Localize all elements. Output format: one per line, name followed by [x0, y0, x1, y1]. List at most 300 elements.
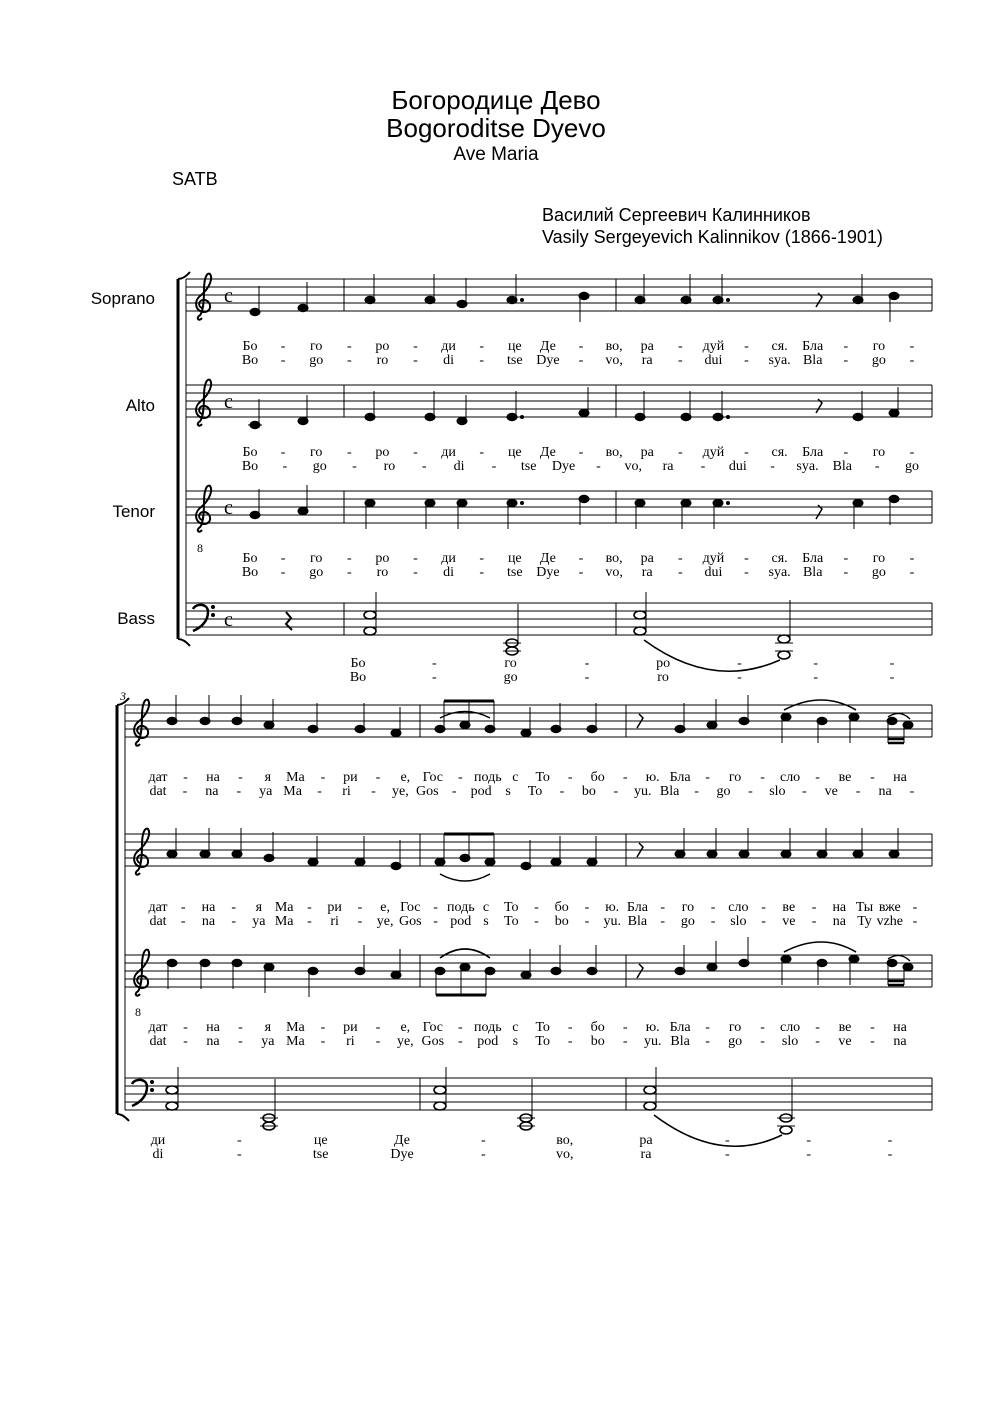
lyric-syllable: Бо	[242, 445, 258, 460]
lyric-syllable: Ма	[274, 900, 294, 915]
lyric-syllable: -	[724, 1133, 730, 1148]
lyric-syllable: -	[480, 1133, 486, 1148]
lyric-syllable: -	[280, 339, 286, 354]
lyric-syllable: Ма	[286, 770, 305, 785]
lyric-syllable: -	[694, 784, 699, 799]
lyric-syllable: -	[744, 445, 749, 460]
lyric-syllable: ри	[343, 770, 358, 785]
lyric-syllable: -	[705, 1034, 710, 1049]
lyric-syllable: ри	[327, 900, 342, 915]
lyric-syllable: Де	[394, 1133, 410, 1148]
lyric-syllable: ve	[838, 1034, 852, 1049]
lyric-syllable: -	[431, 670, 437, 685]
lyric-syllable: я	[264, 1020, 272, 1035]
voice-label-bass: Bass	[117, 609, 155, 628]
lyric-syllable: дуй	[702, 445, 725, 460]
lyric-syllable: -	[724, 1147, 730, 1162]
svg-text:c: c	[224, 285, 233, 307]
lyric-syllable: bo	[581, 784, 596, 799]
lyric-syllable: сло	[779, 770, 801, 785]
system-bracket	[178, 272, 190, 646]
lyric-syllable: -	[887, 1133, 893, 1148]
lyric-syllable: -	[622, 770, 628, 785]
lyric-syllable: go	[728, 1034, 743, 1049]
lyric-syllable: bo	[590, 1034, 605, 1049]
lyric-syllable: -	[811, 914, 817, 929]
lyric-syllable: на	[201, 900, 216, 915]
scoring-label: SATB	[172, 169, 218, 189]
lyric-syllable: бо	[590, 1020, 605, 1035]
lyric-syllable: -	[710, 900, 716, 915]
lyric-syllable: di	[453, 459, 465, 474]
lyric-syllable: -	[855, 784, 861, 799]
lyric-syllable: -	[806, 1147, 812, 1162]
voice-label-tenor: Tenor	[112, 502, 155, 521]
lyric-syllable: na	[832, 914, 846, 929]
lyric-syllable: -	[578, 445, 584, 460]
lyric-syllable: ye,	[376, 914, 394, 929]
lyric-syllable: ди	[441, 551, 456, 566]
lyric-syllable: ri	[346, 1034, 355, 1049]
lyric-syllable: -	[870, 770, 875, 785]
lyric-syllable: -	[183, 1034, 188, 1049]
lyric-syllable: -	[479, 565, 485, 580]
lyric-syllable: -	[813, 656, 819, 671]
lyric-syllable: Де	[539, 339, 556, 354]
lyric-syllable: -	[559, 784, 565, 799]
lyric-syllable: ро	[375, 339, 390, 354]
lyric-syllable: sya.	[796, 459, 819, 474]
lyric-syllable: To	[535, 1034, 550, 1049]
lyric-syllable: s	[512, 1034, 519, 1049]
lyric-syllable: Bla	[802, 353, 823, 368]
lyric-syllable: -	[677, 339, 683, 354]
lyric-syllable: Dye	[536, 565, 560, 580]
score-notation	[117, 272, 932, 1146]
lyric-syllable: -	[761, 914, 766, 929]
lyric-syllable: ве	[838, 770, 852, 785]
lyric-syllable: vzhe	[876, 914, 904, 929]
lyric-syllable: -	[584, 914, 590, 929]
lyric-syllable: -	[660, 900, 666, 915]
lyric-syllable: -	[480, 1147, 486, 1162]
lyric-syllable: -	[843, 565, 849, 580]
lyric-syllable: ве	[838, 1020, 852, 1035]
lyric-syllable: я	[255, 900, 263, 915]
soprano-notes	[250, 274, 899, 322]
lyric-syllable: ся.	[771, 339, 788, 354]
lyric-syllable: -	[567, 1034, 573, 1049]
lyric-syllable: -	[909, 784, 915, 799]
lyric-syllable: -	[760, 1020, 765, 1035]
lyric-syllable: с	[512, 770, 519, 785]
lyric-syllable: To	[527, 784, 543, 799]
lyric-syllable: Bla	[832, 459, 853, 474]
lyric-syllable: -	[700, 459, 706, 474]
lyric-syllable: -	[806, 1133, 812, 1148]
lyric-syllable: ya	[259, 784, 273, 799]
lyric-syllable: dui	[704, 353, 723, 368]
lyric-syllable: Gos	[421, 1034, 445, 1049]
lyric-syllable: ри	[343, 1020, 358, 1035]
lyric-syllable: -	[457, 1020, 463, 1035]
lyric-syllable: s	[483, 914, 489, 929]
lyric-syllable: -	[578, 339, 584, 354]
lyric-syllable: -	[874, 459, 880, 474]
lyric-syllable: ю.	[645, 1020, 660, 1035]
lyric-syllable: го	[728, 1020, 742, 1035]
lyric-syllable: -	[770, 459, 775, 474]
lyric-syllable: -	[737, 656, 742, 671]
lyric-syllable: na	[206, 1034, 220, 1049]
lyric-syllable: го	[681, 900, 695, 915]
lyric-syllable: -	[371, 784, 376, 799]
measure-number: 3	[120, 689, 126, 703]
lyric-syllable: -	[375, 1034, 381, 1049]
lyric-syllable: -	[677, 565, 683, 580]
voice-label-alto: Alto	[125, 396, 155, 415]
lyric-syllable: go	[716, 784, 731, 799]
bass-clef-dots	[212, 606, 215, 609]
lyric-syllable: go	[312, 459, 327, 474]
lyric-syllable: ве	[782, 900, 796, 915]
lyric-syllable: -	[584, 670, 590, 685]
lyric-syllable: -	[870, 1020, 875, 1035]
lyric-syllable: -	[479, 445, 485, 460]
lyric-syllable: -	[887, 1147, 893, 1162]
lyric-syllable: -	[183, 770, 188, 785]
title-transliterated: Bogoroditse Dyevo	[386, 113, 606, 143]
lyric-syllable: tse	[507, 353, 523, 368]
lyric-syllable: -	[744, 339, 749, 354]
lyric-syllable: -	[231, 900, 237, 915]
lyric-syllable: -	[815, 1034, 820, 1049]
lyric-syllable: Ty	[857, 914, 872, 929]
lyric-syllable: Bla	[659, 784, 680, 799]
lyric-syllable: sya.	[768, 565, 791, 580]
lyric-syllable: vo,	[624, 459, 643, 474]
lyric-syllable: -	[280, 551, 286, 566]
lyric-syllable: tse	[312, 1147, 329, 1162]
lyric-syllable: -	[346, 353, 352, 368]
lyric-syllable: -	[760, 1034, 765, 1049]
lyric-syllable: -	[180, 900, 186, 915]
lyric-syllable: ye,	[392, 784, 409, 799]
lyric-syllable: Бо	[350, 656, 366, 671]
lyric-syllable: go	[871, 565, 886, 580]
lyric-syllable: ся.	[771, 445, 788, 460]
lyric-syllable: ri	[342, 784, 351, 799]
lyric-syllable: -	[912, 900, 918, 915]
lyric-syllable: подь	[473, 1020, 502, 1035]
lyric-syllable: Бо	[242, 551, 258, 566]
lyric-syllable: дат	[148, 1020, 168, 1035]
lyric-syllable: го	[872, 551, 886, 566]
lyric-syllable: ся.	[771, 551, 788, 566]
lyric-syllable: ro	[376, 565, 389, 580]
lyric-syllable: -	[431, 656, 437, 671]
lyric-syllable: ra	[641, 565, 653, 580]
lyric-syllable: на	[206, 770, 220, 785]
lyric-syllable: То	[504, 900, 519, 915]
svg-text:c: c	[224, 609, 233, 631]
lyric-syllable: -	[843, 551, 849, 566]
lyric-syllable: -	[357, 900, 363, 915]
eighth-rest-icon	[816, 293, 822, 519]
lyric-syllable: -	[744, 353, 749, 368]
lyric-syllable: Dye	[390, 1147, 414, 1162]
system-2	[117, 695, 932, 1146]
lyric-syllable: -	[236, 1133, 242, 1148]
lyric-syllable: vo,	[555, 1147, 574, 1162]
lyric-syllable: с	[482, 900, 490, 915]
lyric-syllable: бо	[554, 900, 569, 915]
lyric-syllable: -	[567, 770, 573, 785]
lyric-syllable: -	[622, 1034, 628, 1049]
lyric-syllable: Бла	[802, 445, 824, 460]
lyric-syllable: -	[346, 565, 352, 580]
lyric-syllable: -	[660, 914, 666, 929]
lyric-syllable: -	[889, 670, 895, 685]
lyric-syllable: -	[843, 353, 849, 368]
lyric-syllable: dat	[149, 784, 167, 799]
lyric-syllable: -	[567, 1020, 573, 1035]
lyric-syllable: во,	[556, 1133, 574, 1148]
composer-transliterated: Vasily Sergeyevich Kalinnikov (1866-1901)	[542, 227, 883, 247]
lyric-syllable: на	[893, 770, 907, 785]
lyric-syllable: Bla	[670, 1034, 690, 1049]
lyric-syllable: yu.	[633, 784, 652, 799]
lyric-syllable: Bo	[241, 353, 259, 368]
lyric-syllable: -	[760, 770, 765, 785]
lyric-syllable: -	[433, 900, 438, 915]
lyric-syllable: Бла	[626, 900, 648, 915]
lyric-syllable: ро	[656, 656, 671, 671]
lyric-syllable: ra	[662, 459, 674, 474]
lyric-syllable: -	[280, 565, 286, 580]
bass-clef-dot	[151, 1089, 154, 1092]
lyric-syllable: е,	[380, 900, 390, 915]
lyric-syllable: -	[912, 914, 918, 929]
lyric-syllable: -	[413, 353, 418, 368]
lyric-syllable: е,	[400, 770, 411, 785]
lyric-syllable: е,	[400, 1020, 411, 1035]
lyric-syllable: -	[479, 551, 485, 566]
lyric-syllable: -	[238, 1034, 243, 1049]
lyric-syllable: го	[872, 445, 886, 460]
lyric-syllable: na	[201, 914, 216, 929]
lyric-syllable: Бла	[802, 339, 824, 354]
lyrics	[148, 339, 919, 1162]
octave-marker: 8	[135, 1005, 141, 1019]
lyric-syllable: на	[893, 1020, 907, 1035]
lyric-syllable: -	[578, 353, 584, 368]
lyric-syllable: -	[433, 914, 438, 929]
lyric-syllable: Гос	[422, 1020, 444, 1035]
octave-marker: 8	[197, 541, 203, 555]
lyric-syllable: го	[309, 551, 323, 566]
lyric-syllable: go	[309, 353, 324, 368]
lyric-syllable: вже	[878, 900, 901, 915]
lyric-syllable: -	[307, 900, 312, 915]
lyric-syllable: Де	[539, 551, 556, 566]
lyric-syllable: na	[893, 1034, 907, 1049]
lyric-syllable: сло	[728, 900, 749, 915]
lyric-syllable: дуй	[702, 551, 725, 566]
lyric-syllable: -	[320, 770, 326, 785]
lyric-syllable: -	[375, 770, 381, 785]
lyric-syllable: ye,	[396, 1034, 414, 1049]
lyric-syllable: -	[421, 459, 427, 474]
lyric-syllable: -	[413, 565, 418, 580]
lyric-syllable: -	[813, 670, 819, 685]
lyric-syllable: -	[909, 339, 915, 354]
lyric-syllable: ди	[150, 1133, 166, 1148]
lyric-syllable: ro	[383, 459, 396, 474]
lyric-syllable: di	[443, 565, 455, 580]
lyric-syllable: -	[622, 1020, 628, 1035]
lyric-syllable: То	[535, 770, 550, 785]
lyric-syllable: -	[705, 1020, 710, 1035]
lyric-syllable: -	[280, 353, 286, 368]
lyric-syllable: бо	[590, 770, 605, 785]
lyric-syllable: сло	[779, 1020, 801, 1035]
lyric-syllable: slo	[730, 914, 747, 929]
lyric-syllable: на	[832, 900, 847, 915]
composer-russian: Василий Сергеевич Калинников	[542, 205, 811, 225]
lyric-syllable: -	[909, 353, 915, 368]
lyric-syllable: го	[872, 339, 886, 354]
lyric-syllable: це	[507, 339, 522, 354]
lyric-syllable: -	[451, 784, 457, 799]
eighth-rest-icon	[637, 714, 643, 978]
lyric-syllable: pod	[470, 784, 492, 799]
lyric-syllable: ro	[657, 670, 669, 685]
lyric-syllable: -	[584, 900, 590, 915]
lyric-syllable: pod	[477, 1034, 499, 1049]
lyric-syllable: -	[596, 459, 601, 474]
lyric-syllable: -	[843, 339, 849, 354]
lyric-syllable: -	[677, 445, 683, 460]
lyric-syllable: ro	[376, 353, 389, 368]
lyric-syllable: -	[236, 1147, 242, 1162]
lyric-syllable: -	[320, 1020, 326, 1035]
lyric-syllable: s	[505, 784, 511, 799]
lyric-syllable: подь	[446, 900, 475, 915]
lyric-syllable: дуй	[702, 339, 725, 354]
lyric-syllable: -	[737, 670, 742, 685]
lyric-syllable: ya	[261, 1034, 275, 1049]
lyric-syllable: ди	[441, 445, 456, 460]
lyric-syllable: То	[535, 1020, 550, 1035]
lyric-syllable: -	[457, 1034, 463, 1049]
lyric-syllable: -	[534, 900, 539, 915]
lyric-syllable: -	[238, 770, 243, 785]
lyric-syllable: -	[578, 565, 584, 580]
lyric-syllable: ya	[252, 914, 266, 929]
lyric-syllable: -	[183, 1020, 188, 1035]
lyric-syllable: ро	[375, 551, 390, 566]
lyric-syllable: це	[507, 445, 522, 460]
lyric-syllable: дат	[148, 770, 168, 785]
svg-text:c: c	[224, 391, 233, 413]
lyric-syllable: dui	[728, 459, 747, 474]
lyric-syllable: -	[238, 1020, 243, 1035]
lyric-syllable: дат	[148, 900, 168, 915]
lyric-syllable: -	[280, 445, 286, 460]
lyric-syllable: -	[677, 551, 683, 566]
lyric-syllable: -	[320, 1034, 326, 1049]
lyric-syllable: -	[748, 784, 753, 799]
lyric-syllable: це	[507, 551, 522, 566]
treble-clef-icon	[134, 700, 149, 996]
soprano-notes	[167, 695, 913, 743]
lyric-syllable: -	[801, 784, 807, 799]
lyric-syllable: -	[357, 914, 363, 929]
lyric-syllable: Bo	[349, 670, 367, 685]
lyric-syllable: -	[613, 784, 619, 799]
lyric-syllable: Gos	[416, 784, 439, 799]
lyric-syllable: я	[264, 770, 272, 785]
lyric-syllable: -	[346, 551, 352, 566]
lyric-syllable: ю.	[605, 900, 620, 915]
lyric-syllable: Бла	[669, 1020, 691, 1035]
lyric-syllable: -	[710, 914, 716, 929]
lyric-syllable: во,	[605, 339, 623, 354]
lyric-syllable: -	[479, 353, 485, 368]
lyric-syllable: go	[680, 914, 695, 929]
lyric-syllable: Ma	[274, 914, 294, 929]
lyric-syllable: Бла	[802, 551, 824, 566]
system-bracket	[117, 698, 129, 1121]
tenor-notes	[167, 937, 913, 997]
lyric-syllable: dat	[149, 914, 167, 929]
lyric-syllable: -	[578, 551, 584, 566]
lyric-syllable: -	[843, 445, 849, 460]
lyric-syllable: ve	[824, 784, 838, 799]
lyric-syllable: di	[443, 353, 455, 368]
lyric-syllable: подь	[473, 770, 502, 785]
subtitle: Ave Maria	[453, 144, 539, 165]
lyric-syllable: -	[282, 459, 288, 474]
lyric-syllable: Ma	[286, 1034, 305, 1049]
lyric-syllable: -	[815, 770, 820, 785]
lyric-syllable: -	[744, 551, 749, 566]
lyric-syllable: -	[375, 1020, 381, 1035]
lyric-syllable: го	[504, 656, 517, 671]
lyric-syllable: go	[905, 459, 919, 474]
lyric-syllable: na	[878, 784, 892, 799]
lyric-syllable: го	[309, 445, 323, 460]
lyric-syllable: Ты	[855, 900, 874, 915]
lyric-syllable: dui	[704, 565, 723, 580]
lyric-syllable: -	[413, 551, 418, 566]
lyric-syllable: -	[889, 656, 895, 671]
voice-label-soprano: Soprano	[90, 289, 155, 308]
lyric-syllable: -	[352, 459, 357, 474]
lyric-syllable: го	[309, 339, 323, 354]
lyric-syllable: ю.	[645, 770, 660, 785]
lyric-syllable: -	[744, 565, 749, 580]
lyric-syllable: yu.	[603, 914, 621, 929]
lyric-syllable: Де	[539, 445, 556, 460]
lyric-syllable: Bla	[627, 914, 648, 929]
bass-clef-dot	[212, 614, 215, 617]
lyric-syllable: ra	[640, 1147, 652, 1162]
lyric-syllable: -	[909, 445, 915, 460]
lyric-syllable: Dye	[551, 459, 576, 474]
lyric-syllable: ра	[640, 445, 654, 460]
